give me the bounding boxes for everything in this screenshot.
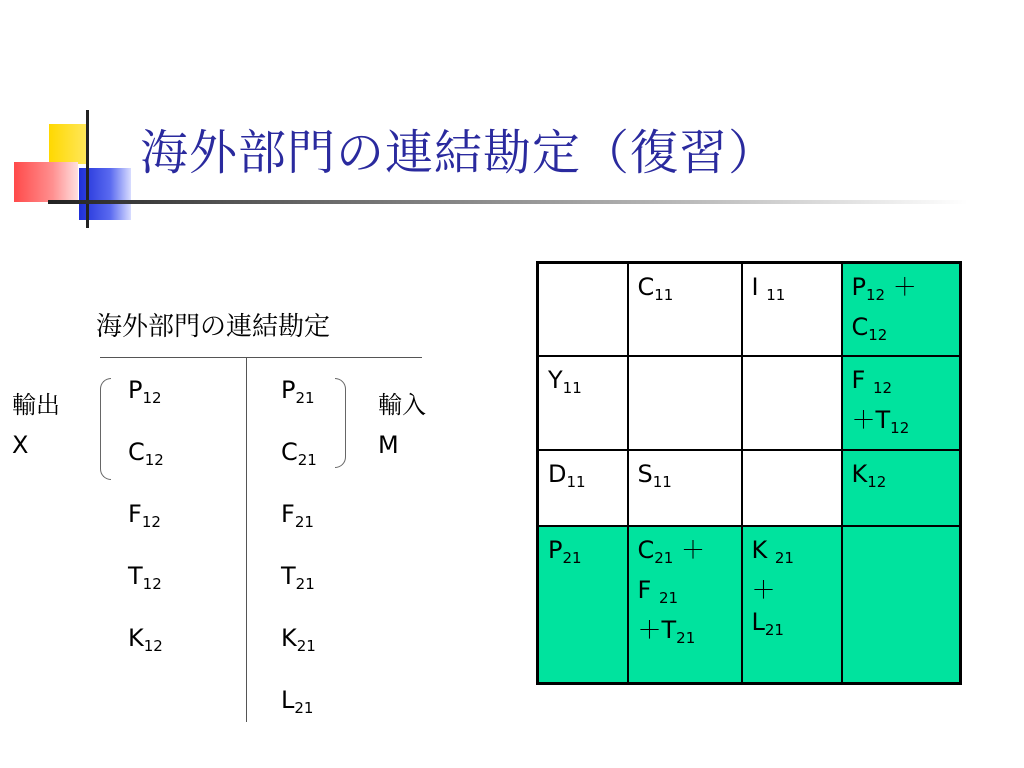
account-item	[128, 500, 164, 562]
debit-column	[128, 376, 164, 686]
cell-subscript: 21	[658, 589, 679, 607]
table-cell	[628, 263, 742, 357]
cell-subscript: 12	[890, 419, 910, 437]
cell-text: I	[751, 273, 767, 301]
account-item	[281, 438, 317, 500]
cell-subscript: 21	[764, 621, 784, 639]
account-subscript: 21	[296, 637, 316, 655]
cell-text: K	[851, 460, 868, 488]
table-row	[538, 450, 961, 526]
cell-subscript: 21	[676, 629, 696, 647]
import-label-jp: 輸入	[378, 391, 426, 419]
cell-subscript: 21	[562, 549, 582, 567]
logo-yellow-square	[49, 124, 89, 164]
cell-subscript: 11	[654, 286, 674, 304]
account-subscript: 12	[142, 575, 162, 593]
account-item	[281, 562, 317, 624]
table-cell	[628, 450, 742, 526]
table-cell	[842, 450, 961, 526]
account-subscript: 21	[294, 699, 314, 717]
cell-subscript: 11	[652, 473, 672, 491]
export-label-jp: 輸出	[12, 391, 60, 419]
cell-text: L	[751, 608, 765, 636]
cell-text: ＋	[885, 273, 917, 301]
cell-text: C	[637, 536, 655, 564]
cell-text: ＋	[751, 576, 776, 604]
account-item	[128, 624, 164, 686]
cell-subscript: 12	[868, 326, 888, 344]
consolidated-account-matrix	[536, 261, 962, 685]
cell-text: F	[637, 576, 659, 604]
table-cell	[842, 356, 961, 450]
table-cell	[742, 356, 842, 450]
cell-text: D	[548, 460, 567, 488]
account-item	[128, 438, 164, 500]
cell-subscript: 21	[654, 549, 674, 567]
account-symbol: K	[128, 624, 144, 652]
table-cell	[538, 356, 628, 450]
table-cell	[628, 356, 742, 450]
table-row	[538, 356, 961, 450]
account-symbol: L	[281, 686, 295, 714]
cell-text: C	[851, 313, 869, 341]
account-symbol: F	[281, 500, 295, 528]
cell-subscript: 12	[872, 379, 893, 397]
cell-text: C	[637, 273, 655, 301]
account-symbol: T	[128, 562, 143, 590]
export-label-symbol: X	[12, 431, 29, 459]
account-symbol: C	[128, 438, 145, 466]
t-account-vertical-line	[246, 357, 247, 722]
cell-text: S	[637, 460, 653, 488]
account-subscript: 12	[144, 451, 164, 469]
cell-text: ＋T	[637, 616, 677, 644]
cell-text: ＋T	[851, 406, 891, 434]
cell-subscript: 12	[867, 473, 887, 491]
account-subscript: 21	[295, 575, 315, 593]
account-symbol: F	[128, 500, 142, 528]
account-symbol: K	[281, 624, 297, 652]
account-item	[281, 500, 317, 562]
account-item	[281, 624, 317, 686]
table-cell	[842, 263, 961, 357]
account-item	[281, 686, 317, 748]
table-cell	[628, 526, 742, 683]
cell-text: K	[751, 536, 775, 564]
cell-text: Y	[548, 366, 563, 394]
account-symbol: C	[281, 438, 298, 466]
credit-column	[281, 376, 317, 748]
account-symbol: T	[281, 562, 296, 590]
title-underline	[48, 200, 968, 204]
cell-subscript: 11	[562, 379, 582, 397]
account-symbol: P	[281, 376, 296, 404]
import-label-symbol: M	[378, 431, 399, 459]
account-subscript: 12	[143, 637, 163, 655]
t-account-horizontal-line	[100, 357, 422, 358]
account-item	[281, 376, 317, 438]
cell-subscript: 11	[766, 286, 786, 304]
slide-title: 海外部門の連結勘定（復習）	[140, 125, 778, 181]
import-bracket	[335, 378, 346, 468]
account-symbol: P	[128, 376, 143, 404]
account-item	[128, 562, 164, 624]
table-cell	[538, 450, 628, 526]
table-cell	[538, 263, 628, 357]
table-cell	[742, 450, 842, 526]
account-subscript: 12	[142, 389, 162, 407]
cell-text: P	[548, 536, 563, 564]
table-cell	[842, 526, 961, 683]
table-cell	[742, 263, 842, 357]
cell-text: ＋	[673, 536, 705, 564]
export-label	[12, 385, 60, 465]
table-row	[538, 263, 961, 357]
cell-text: F	[851, 366, 873, 394]
cell-subscript: 21	[774, 549, 794, 567]
table-cell	[538, 526, 628, 683]
account-item	[128, 376, 164, 438]
cell-text: P	[851, 273, 866, 301]
cell-subscript: 12	[865, 286, 886, 304]
account-subscript: 21	[295, 389, 315, 407]
cell-subscript: 11	[566, 473, 586, 491]
account-subscript: 21	[294, 513, 314, 531]
export-bracket	[100, 378, 111, 480]
logo-red-bar	[14, 162, 78, 202]
table-row	[538, 526, 961, 683]
import-label	[378, 385, 426, 465]
diagram-heading: 海外部門の連結勘定	[96, 312, 331, 342]
account-subscript: 21	[297, 451, 317, 469]
account-subscript: 12	[141, 513, 161, 531]
logo-vertical-line	[86, 110, 89, 228]
table-cell	[742, 526, 842, 683]
